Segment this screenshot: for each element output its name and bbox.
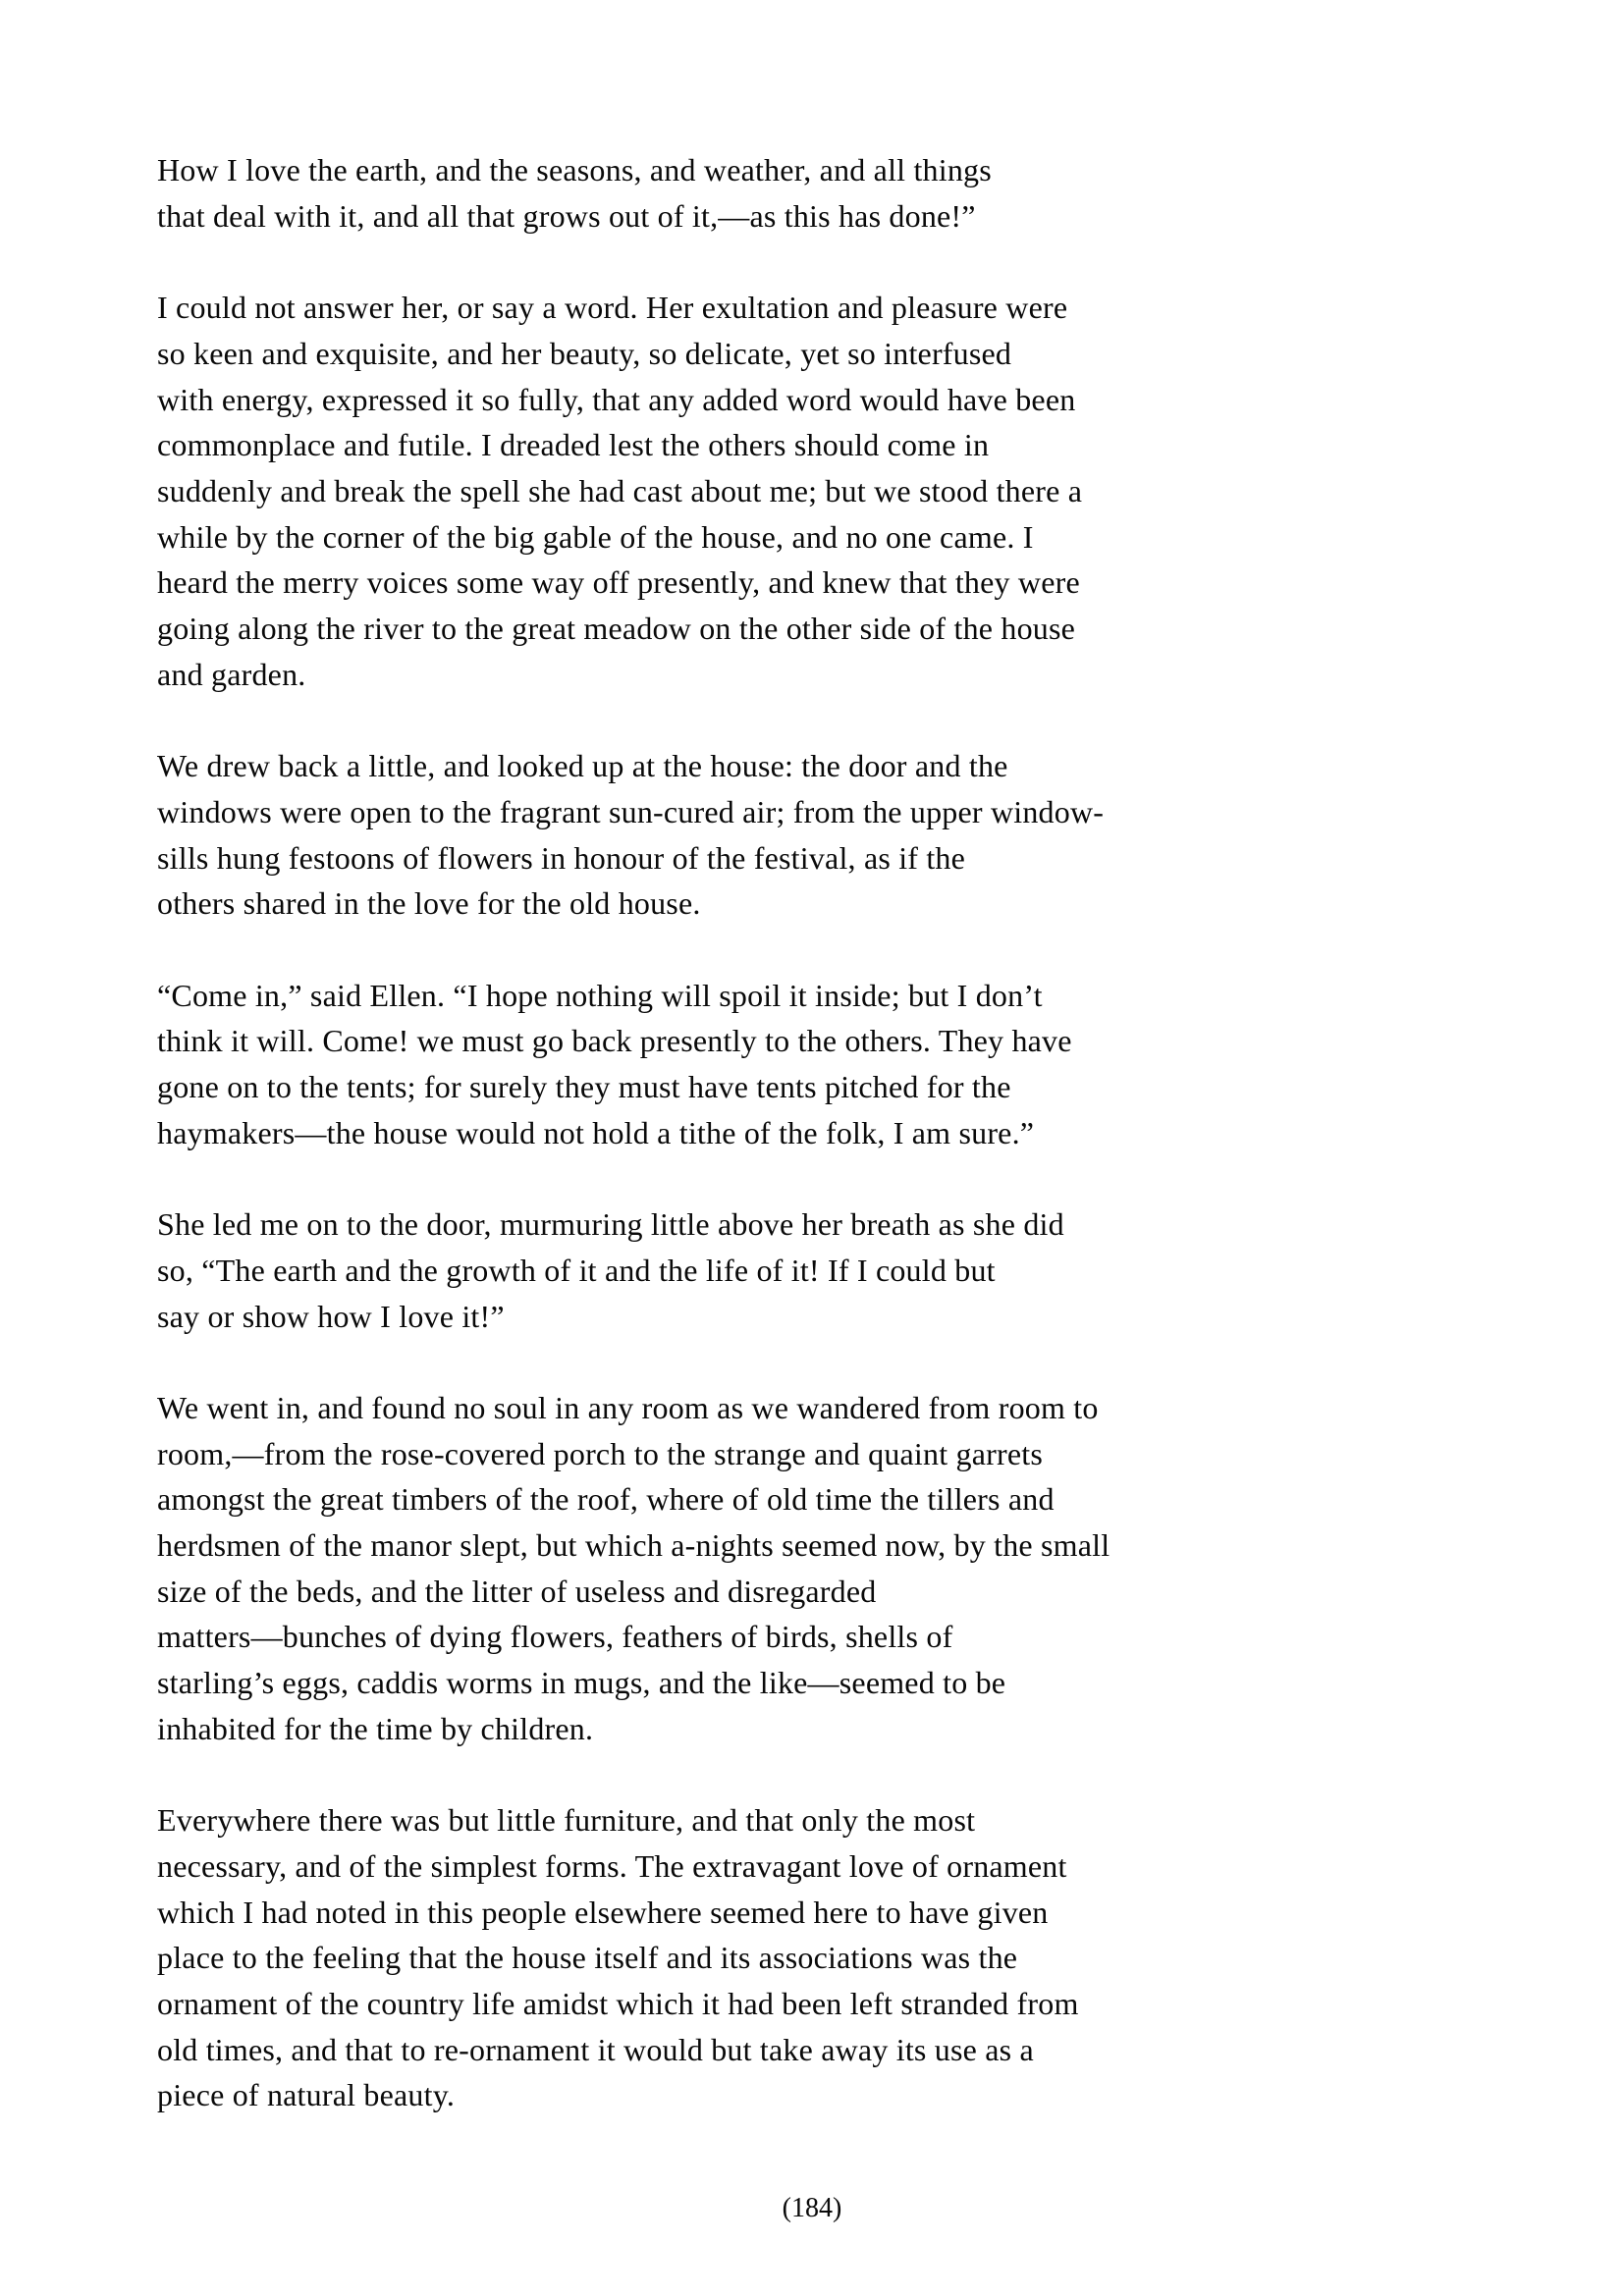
text-line: ornament of the country life amidst which it had been left stranded from bbox=[157, 1986, 1079, 2022]
text-line: inhabited for the time by children. bbox=[157, 1710, 594, 1746]
text-line: matters—bunches of dying flowers, feathers of birds, shells of bbox=[157, 1619, 953, 1655]
text-line: Everywhere there was but little furniture, and that only the most bbox=[157, 1802, 976, 1839]
text-line: others shared in the love for the old house. bbox=[157, 885, 701, 922]
text-line: suddenly and break the spell she had cast about me; but we stood there a bbox=[157, 472, 1083, 508]
paragraph bbox=[157, 973, 1492, 1156]
text-line: and garden. bbox=[157, 656, 306, 692]
text-line: sills hung festoons of flowers in honour of the festival, as if the bbox=[157, 839, 966, 876]
page-number: (184) bbox=[782, 2193, 842, 2223]
text-line: say or show how I love it!” bbox=[157, 1298, 505, 1334]
text-line: that deal with it, and all that grows out of it,—as this has done!” bbox=[157, 197, 976, 234]
text-line: heard the merry voices some way off presently, and knew that they were bbox=[157, 564, 1080, 601]
paragraph bbox=[157, 147, 1492, 239]
paragraph bbox=[157, 1797, 1492, 2118]
text-line: windows were open to the fragrant sun-cured air; from the upper window- bbox=[157, 793, 1105, 829]
text-line: starling’s eggs, caddis worms in mugs, and the like—seemed to be bbox=[157, 1665, 1006, 1701]
text-line: piece of natural beauty. bbox=[157, 2077, 456, 2113]
text-line: size of the beds, and the litter of useless and disregarded bbox=[157, 1573, 877, 1609]
text-line: She led me on to the door, murmuring little above her breath as she did bbox=[157, 1206, 1064, 1243]
text-line: How I love the earth, and the seasons, and weather, and all things bbox=[157, 152, 992, 187]
paragraph bbox=[157, 1385, 1492, 1752]
text-line: commonplace and futile. I dreaded lest the others should come in bbox=[157, 427, 990, 463]
text-line: while by the corner of the big gable of the house, and no one came. I bbox=[157, 518, 1034, 555]
text-line: We drew back a little, and looked up at the house: the door and the bbox=[157, 748, 1008, 784]
text-line: place to the feeling that the house itself and its associations was the bbox=[157, 1940, 1018, 1976]
paragraph bbox=[157, 743, 1492, 927]
page-text bbox=[157, 147, 1492, 2164]
text-line: old times, and that to re-ornament it would but take away its use as a bbox=[157, 2031, 1034, 2067]
paragraph bbox=[157, 285, 1492, 697]
text-line: “Come in,” said Ellen. “I hope nothing will spoil it inside; but I don’t bbox=[157, 977, 1043, 1013]
text-line: so keen and exquisite, and her beauty, so delicate, yet so interfused bbox=[157, 335, 1012, 371]
text-line: amongst the great timbers of the roof, where of old time the tillers and bbox=[157, 1481, 1055, 1518]
text-line: herdsmen of the manor slept, but which a-nights seemed now, by the small bbox=[157, 1527, 1110, 1564]
text-line: so, “The earth and the growth of it and the life of it! If I could but bbox=[157, 1252, 996, 1288]
paragraph bbox=[157, 1201, 1492, 1339]
text-line: I could not answer her, or say a word. Her exultation and pleasure were bbox=[157, 290, 1068, 326]
text-line: think it will. Come! we must go back presently to the others. They have bbox=[157, 1023, 1072, 1059]
text-line: necessary, and of the simplest forms. The extravagant love of ornament bbox=[157, 1847, 1067, 1884]
text-line: haymakers—the house would not hold a tithe of the folk, I am sure.” bbox=[157, 1114, 1035, 1150]
text-line: going along the river to the great meadow on the other side of the house bbox=[157, 611, 1076, 647]
text-line: which I had noted in this people elsewhere seemed here to have given bbox=[157, 1894, 1049, 1930]
text-line: with energy, expressed it so fully, that any added word would have been bbox=[157, 381, 1076, 417]
text-line: gone on to the tents; for surely they must have tents pitched for the bbox=[157, 1069, 1011, 1105]
text-line: We went in, and found no soul in any room as we wandered from room to bbox=[157, 1389, 1099, 1425]
text-line: room,—from the rose-covered porch to the strange and quaint garrets bbox=[157, 1435, 1043, 1471]
